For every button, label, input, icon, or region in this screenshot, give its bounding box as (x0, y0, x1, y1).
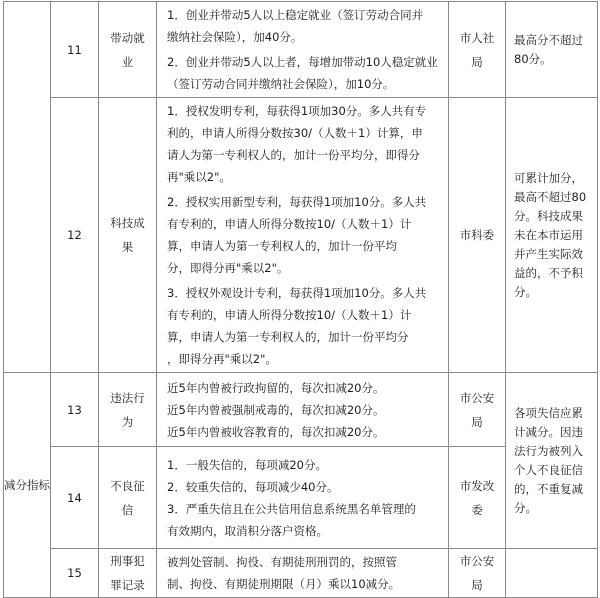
row-number: 15 (51, 549, 99, 598)
department: 市公安局 (449, 549, 506, 598)
rule-cell (157, 373, 449, 447)
rule-line: ，即得分再"乘以2"。 (167, 352, 277, 366)
department: 市公安局 (449, 373, 506, 447)
rule-line: 分，即得分再"乘以2"。 (167, 261, 289, 275)
rule-line: 制、拘役、有期徒刑期限（月）乘以10减分。 (167, 577, 401, 591)
rule-line: 再"乘以2"。 (167, 170, 231, 184)
item-name: 刑事犯罪记录 (99, 549, 157, 598)
rule-paragraph (167, 51, 441, 95)
rule-paragraph (167, 4, 441, 48)
rule-line: 3．严重失信且在公共信用信息系统黑名单管理的 (167, 501, 416, 516)
note: 最高分不超过80分。 (506, 2, 598, 98)
item-name: 科技成果 (99, 98, 157, 373)
table-row (4, 2, 598, 98)
table-row (4, 549, 598, 598)
department: 市人社局 (449, 2, 506, 98)
points-table (3, 1, 598, 598)
row-number: 14 (51, 447, 99, 549)
rule-line: 3．授权外观设计专利，每获得1项加10分。多人共 (167, 286, 427, 300)
rule-line: 近5年内曾被强制戒毒的，每次扣减20分。 (167, 402, 385, 417)
rule-cell (157, 98, 449, 373)
category-label: 减分指标 (4, 373, 51, 598)
rule-line: 有专利的，申请人所得分数按10/（人数＋1）计 (167, 308, 412, 322)
rule-line: 缴纳社会保险），加40分。 (167, 30, 303, 44)
department: 市发改委 (449, 447, 506, 549)
rule-line: 利的，申请人所得分数按30/（人数＋1）计算，申 (167, 126, 423, 140)
note-empty (506, 549, 598, 598)
rule-line: 算，申请人为第一专利权人的，加计一份平均分 (167, 330, 409, 344)
rule-cell (157, 447, 449, 549)
row-number: 13 (51, 373, 99, 447)
rule-cell (157, 549, 449, 598)
row-number: 12 (51, 98, 99, 373)
table-row (4, 98, 598, 373)
rule-cell (157, 2, 449, 98)
rule-line: 近5年内曾被行政拘留的，每次扣减20分。 (167, 380, 385, 395)
rule-line: 被判处管制、拘役、有期徒刑刑罚的，按照管 (167, 555, 397, 569)
category-cell-bonus (4, 2, 51, 373)
rule-line: 1．一般失信的，每项减20分。 (167, 457, 327, 472)
rule-line: 1．授权发明专利，每获得1项加30分。多人共有专 (167, 104, 427, 118)
rule-line: 有效期内，取消积分落户资格。 (167, 523, 328, 538)
rule-line: 请人为第一专利权人的，加计一份平均分，即得分 (167, 148, 420, 162)
item-name: 违法行为 (99, 373, 157, 447)
department: 市科委 (449, 98, 506, 373)
rule-line: 2．较重失信的，每项减少40分。 (167, 479, 339, 494)
item-name: 带动就业 (99, 2, 157, 98)
rule-line: 1．创业并带动5人以上稳定就业（签订劳动合同并 (167, 8, 424, 22)
rule-line: 有专利的，申请人所得分数按10/（人数＋1）计 (167, 217, 412, 231)
rule-line: 近5年内曾被收容教育的，每次扣减20分。 (167, 424, 385, 439)
rule-line: 2．创业并带动5人以上者，每增加带动10人稳定就业 (167, 55, 438, 69)
note: 可累计加分，最高不超过80分。科技成果未在本市运用并产生实际效益的，不予积分。 (506, 98, 598, 373)
rule-line: （签订劳动合同并缴纳社会保险），加10分。 (167, 77, 395, 91)
rule-line: 2．授权实用新型专利，每获得1项加10分。多人共 (167, 195, 427, 209)
rule-paragraph (167, 100, 441, 188)
row-number: 11 (51, 2, 99, 98)
rule-paragraph (167, 191, 441, 279)
table-row (4, 373, 598, 447)
rule-paragraph (167, 282, 441, 370)
item-name: 不良征信 (99, 447, 157, 549)
note: 各项失信应累计减分。因违法行为被列入个人不良征信的，不重复减分。 (506, 373, 598, 549)
rule-line: 算，申请人为第一专利权人的，加计一份平均 (167, 239, 397, 253)
